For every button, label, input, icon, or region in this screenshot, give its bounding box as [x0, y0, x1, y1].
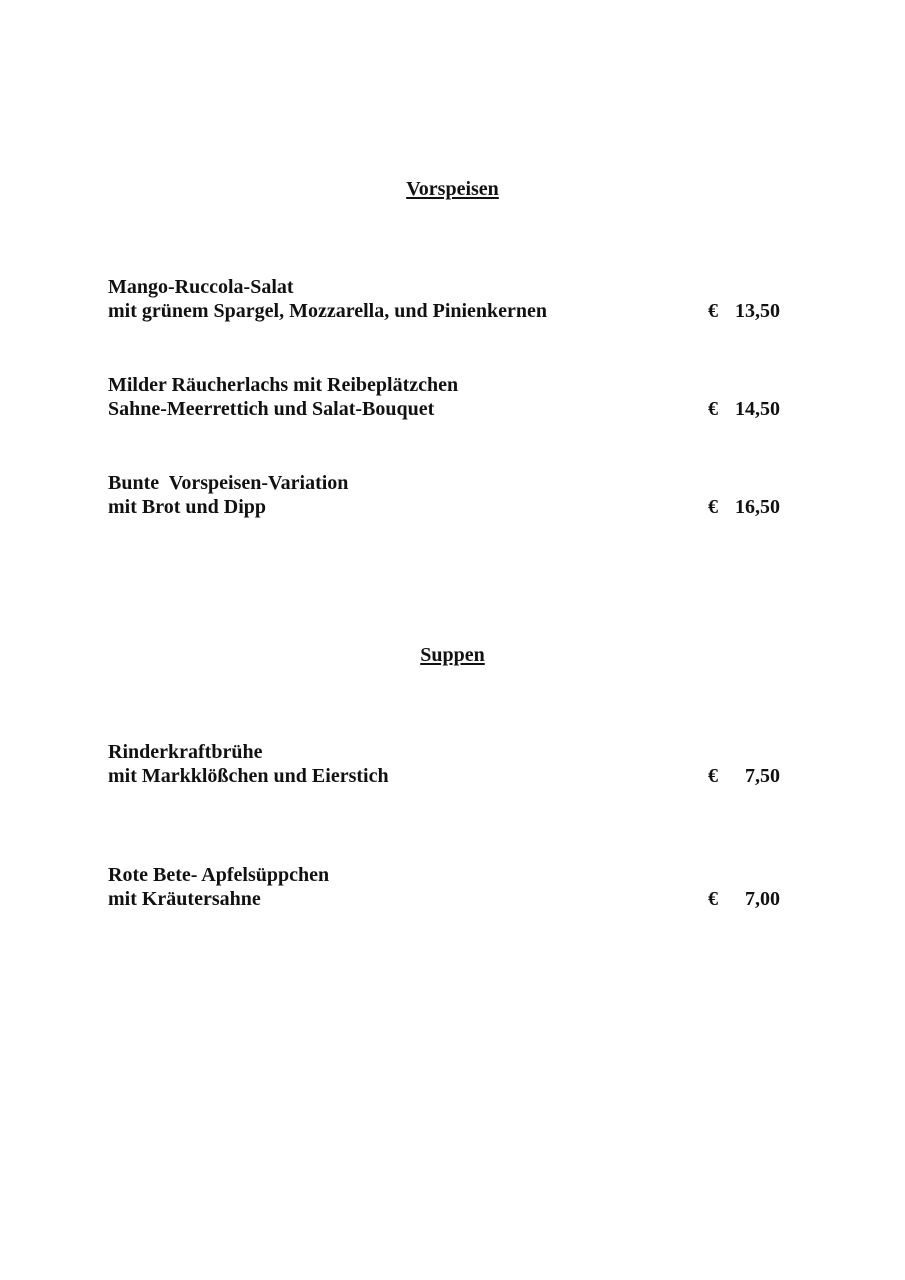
currency-symbol: €: [708, 765, 718, 787]
menu-item: [108, 373, 780, 421]
menu-item-name: Rote Bete- Apfelsüppchen: [108, 864, 330, 886]
currency-symbol: €: [708, 888, 718, 910]
menu-item-price: [708, 495, 780, 519]
menu-item-price: [708, 887, 780, 911]
section-title-suppen: Suppen: [420, 644, 485, 666]
menu-item-price: [708, 299, 780, 323]
menu-item-description: Sahne-Meerrettich und Salat-Bouquet: [108, 398, 435, 420]
menu-item-name: Milder Räucherlachs mit Reibeplätzchen: [108, 374, 459, 396]
menu-item-price: [708, 397, 780, 421]
currency-symbol: €: [708, 398, 718, 420]
menu-item-description: mit Kräutersahne: [108, 888, 261, 910]
menu-item-name: Bunte Vorspeisen-Variation: [108, 472, 349, 494]
section-title-vorspeisen: Vorspeisen: [406, 178, 499, 200]
price-amount: 14,50: [735, 398, 780, 420]
price-amount: 7,50: [745, 765, 780, 787]
price-amount: 16,50: [735, 496, 780, 518]
menu-item: [108, 740, 780, 788]
menu-item-name: Mango-Ruccola-Salat: [108, 276, 294, 298]
menu-item-description: mit grünem Spargel, Mozzarella, und Pinienkernen: [108, 300, 548, 322]
menu-item: [108, 863, 780, 911]
menu-item: [108, 471, 780, 519]
currency-symbol: €: [708, 300, 718, 322]
currency-symbol: €: [708, 496, 718, 518]
menu-item: [108, 275, 780, 323]
menu-item-description: mit Markklößchen und Eierstich: [108, 765, 389, 787]
menu-item-description: mit Brot und Dipp: [108, 496, 267, 518]
menu-item-price: [708, 764, 780, 788]
menu-item-name: Rinderkraftbrühe: [108, 741, 263, 763]
price-amount: 7,00: [745, 888, 780, 910]
price-amount: 13,50: [735, 300, 780, 322]
